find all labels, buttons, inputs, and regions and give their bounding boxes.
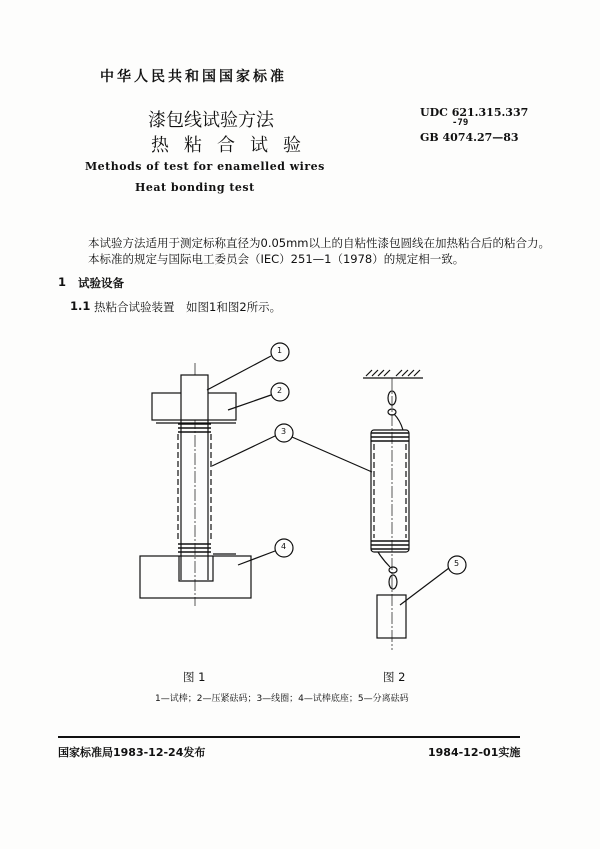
footer-rule [58, 736, 520, 738]
callout-3: 3 [281, 427, 287, 436]
issue-date: 国家标准局1983-12-24发布 [58, 746, 206, 759]
paragraph-scope: 本试验方法适用于测定标称直径为0.05mm以上的自粘性漆包圆线在加热粘合后的粘合力。 [88, 236, 551, 250]
leader-lines [207, 356, 449, 605]
figure-2-caption: 图 2 [383, 670, 406, 684]
paragraph-iec: 本标准的规定与国际电工委员会（IEC）251—1（1978）的规定相一致。 [88, 252, 465, 266]
callout-4: 4 [281, 542, 287, 551]
subsection-number: 1.1 [70, 299, 91, 313]
figure-1-caption: 图 1 [183, 670, 206, 684]
title-cn: 漆包线试验方法 [148, 110, 274, 131]
udc-code: UDC 621.315.337 [420, 106, 529, 119]
section-title: 试验设备 [78, 276, 124, 290]
udc-suffix: -79 [452, 118, 469, 128]
effective-date: 1984-12-01实施 [428, 746, 521, 759]
callout-1: 1 [277, 346, 283, 355]
standard-header: 中华人民共和国国家标准 [100, 69, 287, 85]
gb-number: GB 4074.27—83 [420, 131, 519, 144]
figure-1-drawing [140, 363, 251, 606]
subsection-text: 热粘合试验装置 如图1和图2所示。 [94, 300, 282, 314]
section-number: 1 [58, 275, 67, 289]
callout-5: 5 [454, 559, 460, 568]
subtitle-en: Heat bonding test [135, 181, 255, 194]
figure-2-drawing [363, 370, 423, 650]
callout-2: 2 [277, 386, 283, 395]
title-en: Methods of test for enamelled wires [85, 160, 325, 173]
figure-legend: 1—试棒；2—压紧砝码；3—线圈；4—试棒底座；5—分离砝码 [155, 694, 409, 704]
subtitle-cn: 热粘合试验 [151, 135, 316, 156]
